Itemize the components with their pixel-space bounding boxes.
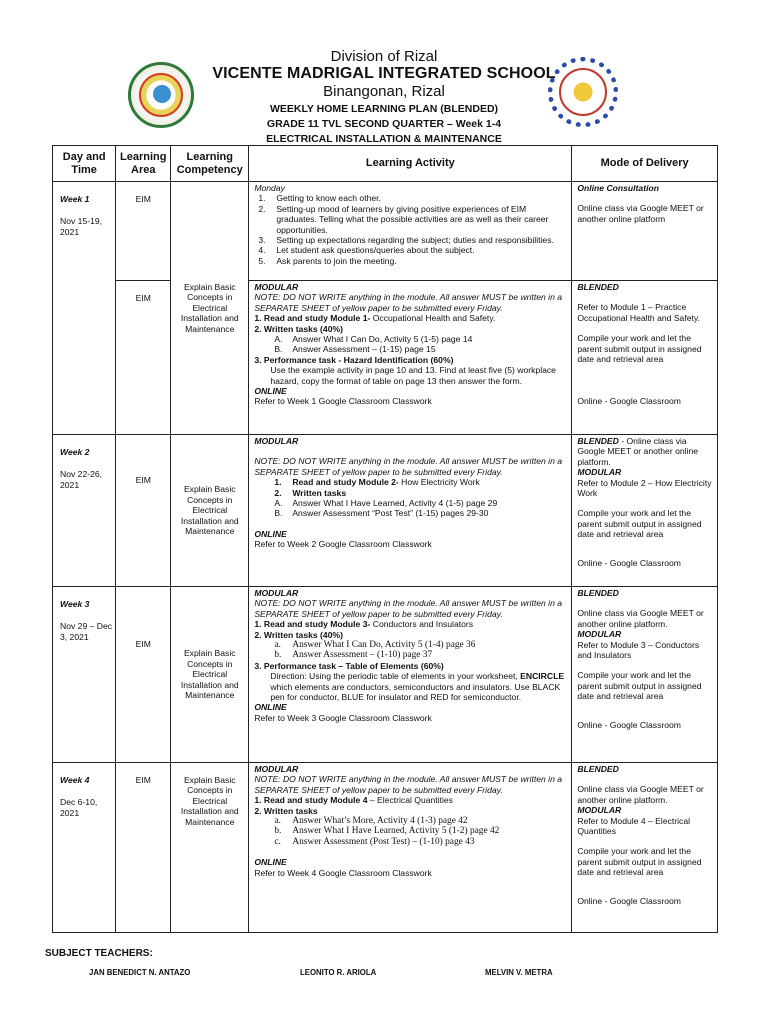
table-row <box>53 182 718 281</box>
teacher-name: MELVIN V. METRA <box>485 968 553 977</box>
modular-label: MODULAR <box>254 436 299 446</box>
list-item: Answer What I Can Do, Activity 5 (1-4) page 36 <box>292 640 476 651</box>
week1-monday-activity <box>249 182 572 281</box>
mode-online-gc: Online - Google Classroom <box>577 719 681 730</box>
online-label: ONLINE <box>254 386 287 397</box>
week2-mode <box>572 435 718 587</box>
list-item: Answer What I Have Learned, Activity 5 (1-2) page 42 <box>292 826 500 837</box>
list-number: A. <box>274 334 283 345</box>
learning-area: EIM <box>116 281 171 435</box>
subject-teachers-label: SUBJECT TEACHERS: <box>45 948 153 959</box>
week1-mode-blended <box>572 281 718 435</box>
table-row <box>53 435 718 587</box>
week4-mode <box>572 763 718 933</box>
written-tasks-label: 2. Written tasks (40%) <box>254 629 343 640</box>
mode-text: Online class via Google MEET or another online platform. <box>577 608 704 629</box>
read-module-text: Occupational Health and Safety. <box>370 313 496 324</box>
learning-competency: Explain Basic Concepts in Electrical Installation and Maintenance <box>171 435 249 587</box>
online-text: Refer to Week 3 Google Classroom Classwork <box>254 712 432 723</box>
list-number: A. <box>274 498 283 509</box>
performance-task-label: 3. Performance task - Hazard Identification (60%) <box>254 354 454 365</box>
school-name: VICENTE MADRIGAL INTEGRATED SCHOOL <box>212 65 556 82</box>
mode-title: BLENDED <box>577 764 619 774</box>
mode-online-gc: Online - Google Classroom <box>577 895 681 906</box>
online-label: ONLINE <box>254 528 287 539</box>
written-tasks-label: 2. Written tasks (40%) <box>254 323 343 334</box>
list-item: Answer Assessment – (1-15) page 15 <box>292 344 436 355</box>
list-item: Answer What I Can Do, Activity 5 (1-5) page 14 <box>292 334 473 345</box>
mode-online-gc: Online - Google Classroom <box>577 396 681 407</box>
week4-day-cell <box>53 763 116 933</box>
table-row <box>53 763 718 933</box>
written-tasks-label: 2. Written tasks <box>254 805 318 816</box>
week1-day-cell <box>53 182 116 435</box>
list-number: B. <box>274 344 283 355</box>
online-text: Refer to Week 4 Google Classroom Classwork <box>254 867 432 878</box>
week1-modular-activity <box>249 281 572 435</box>
mode-module: Refer to Module 2 – How Electricity Work <box>577 477 712 499</box>
col-header-activity: Learning Activity <box>249 146 572 182</box>
teacher-name: JAN BENEDICT N. ANTAZO <box>89 968 191 977</box>
mode-text: - Online class via Google MEET or another online platform. <box>577 436 699 467</box>
read-module-label: 1. Read and study Module 1- <box>254 313 371 324</box>
read-module-text: How Electricity Work <box>398 477 480 488</box>
week-label: Week 2 <box>60 447 90 457</box>
list-number: 2. <box>274 487 282 498</box>
week-dates: Nov 22-26, 2021 <box>60 469 103 490</box>
col-header-area: Learning Area <box>116 146 171 182</box>
mode-compile: Compile your work and let the parent submit output in assigned date and retrieval area <box>577 846 702 878</box>
list-number: a. <box>274 640 281 651</box>
mode-title: BLENDED <box>577 282 619 292</box>
subject-title: ELECTRICAL INSTALLATION & MAINTENANCE <box>266 133 502 145</box>
week-dates: Nov 15-19, 2021 <box>60 216 103 237</box>
learning-plan-table <box>52 145 718 933</box>
modular-label: MODULAR <box>254 588 299 598</box>
list-item: Answer Assessment “Post Test” (1-15) pages 29-30 <box>292 508 489 519</box>
read-module-text: – Electrical Quantities <box>367 795 453 806</box>
online-label: ONLINE <box>254 702 287 713</box>
mode-compile: Compile your work and let the parent submit output in assigned date and retrieval area <box>577 670 702 702</box>
performance-task-text: Direction: Using the periodic table of elements in your worksheet, <box>270 671 521 682</box>
list-item: Setting-up mood of learners by giving positive experiences of EIM graduates. Telling what the possible activities are as well as their career opportunities. <box>276 203 549 235</box>
list-number: a. <box>274 816 281 827</box>
list-number: 4. <box>258 245 266 256</box>
mode-text: Online class via Google MEET or another online platform. <box>577 784 704 805</box>
read-module-label: 1. Read and study Module 4 <box>254 795 368 806</box>
list-item: Answer What’s More, Activity 4 (1-3) page 42 <box>292 816 468 827</box>
mode-compile: Compile your work and let the parent submit output in assigned date and retrieval area <box>577 508 702 540</box>
list-number: 2. <box>258 203 266 214</box>
learning-area: EIM <box>116 182 171 281</box>
mode-text: Online class via Google MEET or another online platform <box>577 203 704 224</box>
week4-activity <box>249 763 572 933</box>
teacher-name: LEONITO R. ARIOLA <box>300 968 377 977</box>
list-number: 1. <box>274 477 282 488</box>
subject-teachers-section <box>45 948 725 977</box>
week-label: Week 4 <box>60 775 90 785</box>
grade-quarter: GRADE 11 TVL SECOND QUARTER – Week 1-4 <box>266 118 502 130</box>
mode-title: BLENDED <box>577 588 619 598</box>
mode-online-gc: Online - Google Classroom <box>577 557 681 568</box>
list-number: 5. <box>258 255 266 266</box>
online-text: Refer to Week 1 Google Classroom Classwork <box>254 396 432 407</box>
list-item: Answer What I Have Learned, Activity 4 (1-5) page 29 <box>292 498 498 509</box>
learning-area: EIM <box>116 763 171 933</box>
mode-module: Refer to Module 3 – Conductors and Insulators <box>577 639 700 661</box>
module-note: NOTE: DO NOT WRITE anything in the module. All answer MUST be written in a SEPARATE SHEET of yellow paper to be submitted every Friday. <box>254 598 563 619</box>
table-header-row <box>53 146 718 182</box>
day-label: Monday <box>254 183 285 193</box>
table-row <box>53 281 718 435</box>
read-module-text: Conductors and Insulators <box>370 619 474 630</box>
week-label: Week 1 <box>60 194 90 204</box>
online-label: ONLINE <box>254 857 287 868</box>
document-header <box>0 48 768 147</box>
modular-label: MODULAR <box>254 282 299 292</box>
list-item: Setting up expectations regarding the subject; duties and responsibilities. <box>276 235 554 246</box>
performance-task-emphasis: ENCIRCLE <box>520 671 565 682</box>
module-note: NOTE: DO NOT WRITE anything in the module. All answer MUST be written in a SEPARATE SHEET of yellow paper to be submitted every Friday. <box>254 774 563 795</box>
col-header-day: Day and Time <box>53 146 116 182</box>
mode-title: BLENDED <box>577 436 619 446</box>
modular-label: MODULAR <box>254 764 299 774</box>
learning-area: EIM <box>116 435 171 587</box>
list-item: Answer Assessment (Post Test) – (1-10) page 43 <box>292 836 475 847</box>
mode-module: Refer to Module 1 – Practice Occupational Health and Safety. <box>577 302 700 323</box>
list-number: 1. <box>258 193 266 204</box>
learning-competency: Explain Basic Concepts in Electrical Installation and Maintenance <box>171 182 249 435</box>
module-note: NOTE: DO NOT WRITE anything in the module. All answer MUST be written in a SEPARATE SHEET of yellow paper to be submitted every Friday. <box>254 292 563 313</box>
mode-compile: Compile your work and let the parent submit output in assigned date and retrieval area <box>577 333 702 365</box>
list-number: B. <box>274 508 283 519</box>
module-note: NOTE: DO NOT WRITE anything in the module. All answer MUST be written in a SEPARATE SHEET of yellow paper to be submitted every Friday. <box>254 456 563 477</box>
learning-area: EIM <box>116 587 171 763</box>
list-item: Answer Assessment – (1-10) page 37 <box>292 650 433 661</box>
week-dates: Nov 29 – Dec 3, 2021 <box>60 621 113 642</box>
list-item: Getting to know each other. <box>276 193 381 204</box>
performance-task-label: 3. Performance task – Table of Elements (60%) <box>254 660 444 671</box>
week3-activity <box>249 587 572 763</box>
mode-title: Online Consultation <box>577 183 659 193</box>
week2-activity <box>249 435 572 587</box>
list-number: c. <box>274 836 281 847</box>
learning-competency: Explain Basic Concepts in Electrical Installation and Maintenance <box>171 587 249 763</box>
table-row <box>53 587 718 763</box>
list-number: b. <box>274 826 282 837</box>
online-text: Refer to Week 2 Google Classroom Classwork <box>254 539 432 550</box>
performance-task-text: which elements are conductors, semiconductors and insulators. Use BLACK pen for conductor, BLUE for insulator and RED for semiconductor. <box>270 681 561 703</box>
written-tasks-label: Written tasks <box>292 487 347 498</box>
col-header-competency: Learning Competency <box>171 146 249 182</box>
week2-day-cell <box>53 435 116 587</box>
learning-competency: Explain Basic Concepts in Electrical Installation and Maintenance <box>171 763 249 933</box>
division-name: Division of Rizal <box>330 48 438 65</box>
school-location: Binangonan, Rizal <box>323 83 445 100</box>
read-module-label: 1. Read and study Module 3- <box>254 619 371 630</box>
modular-label: MODULAR <box>577 629 622 640</box>
week-label: Week 3 <box>60 599 90 609</box>
list-item: Let student ask questions/queries about the subject. <box>276 245 475 256</box>
list-number: b. <box>274 650 282 661</box>
list-number: 3. <box>258 235 266 246</box>
modular-label: MODULAR <box>577 467 622 478</box>
list-item: Ask parents to join the meeting. <box>276 255 397 266</box>
week-dates: Dec 6-10, 2021 <box>60 797 98 818</box>
week3-day-cell <box>53 587 116 763</box>
modular-label: MODULAR <box>577 805 622 816</box>
performance-task-text: Use the example activity in page 10 and 13. Find at least five (5) workplace hazard, copy the format of table on page 13 then answer the form. <box>270 365 556 386</box>
mode-module: Refer to Module 4 – Electrical Quantities <box>577 815 691 837</box>
col-header-mode: Mode of Delivery <box>572 146 718 182</box>
week1-mode-online <box>572 182 718 281</box>
plan-title: WEEKLY HOME LEARNING PLAN (BLENDED) <box>269 103 499 115</box>
read-module-label: Read and study Module 2- <box>292 477 399 488</box>
week3-mode <box>572 587 718 763</box>
